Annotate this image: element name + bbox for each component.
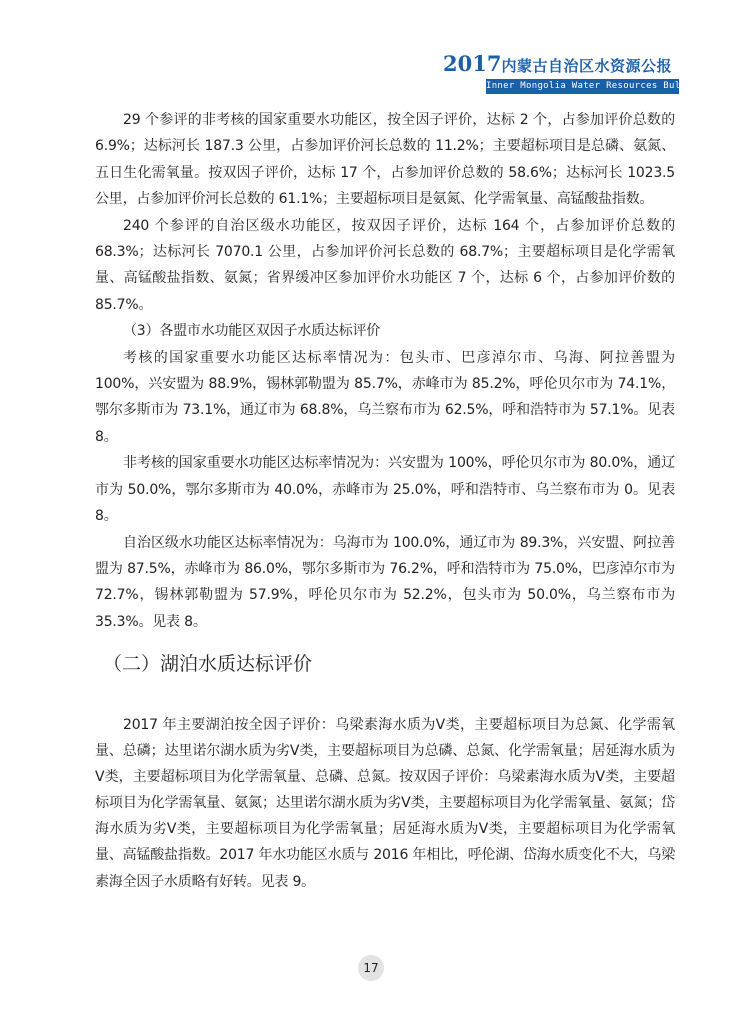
paragraph-nonassessed-rates: 非考核的国家重要水功能区达标率情况为：兴安盟为 100%，呼伦贝尔市为 80.0%，通辽市为 50.0%，鄂尔多斯市为 40.0%，赤峰市为 25.0%，呼和浩特市、乌兰察布市为 0。见表 8。 xyxy=(95,455,675,525)
paragraph-assessed-rates: 考核的国家重要水功能区达标率情况为：包头市、巴彦淖尔市、乌海、阿拉善盟为 100%，兴安盟为 88.9%，锡林郭勒盟为 85.7%，赤峰市为 85.2%，呼伦贝尔市为 74.1%，鄂尔多斯市为 73.1%，通辽市为 68.8%，乌兰察布市为 62.5%，呼和浩特市为 57.1%。见表 8。 xyxy=(95,349,675,445)
subheading-league-city-evaluation: （3）各盟市水功能区双因子水质达标评价 xyxy=(123,323,381,340)
paragraph-lake-evaluation: 2017 年主要湖泊按全因子评价：乌梁素海水质为Ⅴ类，主要超标项目为总氮、化学需氧量、总磷；达里诺尔湖水质为劣Ⅴ类，主要超标项目为总磷、总氮、化学需氧量；居延海水质为Ⅴ类，主要超标项目为化学需氧量、总磷、总氮。按双因子评价：乌梁素海水质为Ⅴ类，主要超标项目为化学需氧量、氨氮；达里诺尔湖水质为劣Ⅴ类，主要超标项目为化学需氧量、氨氮；岱海水质为劣Ⅴ类，主要超标项目为化学需氧量；居延海水质为Ⅴ类，主要超标项目为化学需氧量、高锰酸盐指数。2017 年水功能区水质与 2016 年相比，呼伦湖、岱海水质变化不大，乌梁素海全因子水质略有好转。见表 9。 xyxy=(95,717,675,890)
page-number: 17 xyxy=(358,955,384,981)
bulletin-name: 内蒙古自治区水资源公报 xyxy=(501,57,672,75)
bulletin-year: 2017 xyxy=(443,51,502,76)
body-text xyxy=(95,107,675,635)
paragraph-autonomous-region: 240 个参评的自治区级水功能区，按双因子评价，达标 164 个，占参加评价总数的 68.3%；达标河长 7070.1 公里，占参加评价河长总数的 68.7%；主要超标项目是化学需氧量、高锰酸盐指数、氨氮；省界缓冲区参加评价水功能区 7 个，达标 6 个，占参加评价数的 85.7%。 xyxy=(95,217,675,313)
section-heading-lake-quality: （二）湖泊水质达标评价 xyxy=(103,653,313,675)
paragraph-autonomous-rates: 自治区级水功能区达标率情况为：乌海市为 100.0%，通辽市为 89.3%，兴安盟、阿拉善盟为 87.5%，赤峰市为 86.0%，鄂尔多斯市为 76.2%，呼和浩特市为 75.0%，巴彦淖尔市为 72.7%，锡林郭勒盟为 57.9%，呼伦贝尔市为 52.2%，包头市为 50.0%，乌兰察布市为 35.3%。见表 8。 xyxy=(95,534,675,630)
lake-section-text xyxy=(95,712,675,895)
bulletin-title xyxy=(443,52,672,78)
paragraph-nonassessed-national: 29 个参评的非考核的国家重要水功能区，按全因子评价，达标 2 个，占参加评价总数的 6.9%；达标河长 187.3 公里，占参加评价河长总数的 11.2%；主要超标项目是总磷、氨氮、五日生化需氧量。按双因子评价，达标 17 个，占参加评价总数的 58.6%；达标河长 1023.5 公里，占参加评价河长总数的 61.1%；主要超标项目是氨氮、化学需氧量、高锰酸盐指数。 xyxy=(95,112,675,208)
bulletin-subtitle-bar: Inner Mongolia Water Resources Bulletin xyxy=(486,79,679,94)
